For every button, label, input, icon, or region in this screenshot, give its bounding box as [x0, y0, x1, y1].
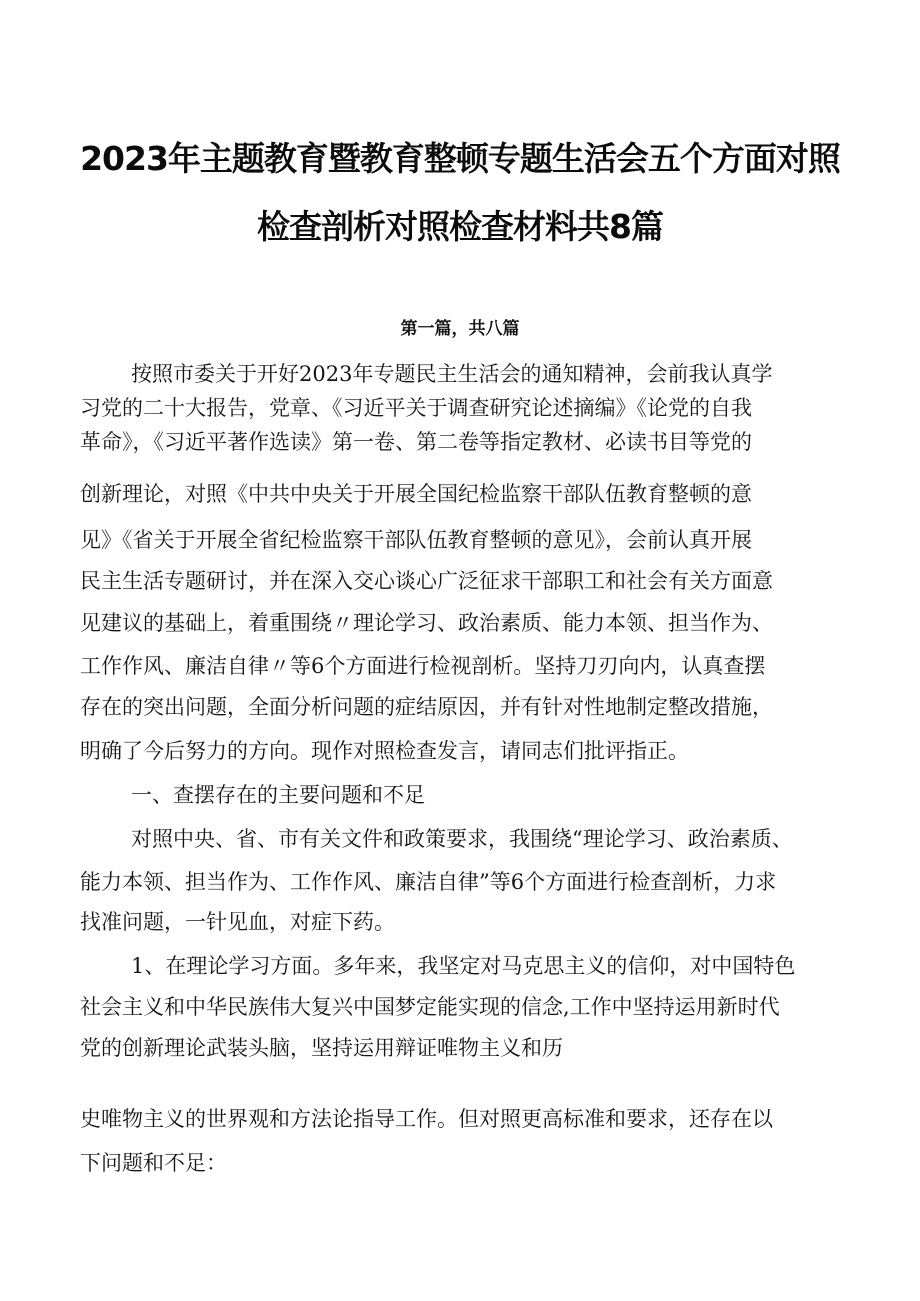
body-line: 能力本领、担当作为、工作作风、廉洁自律”等6个方面进行检查剖析，力求 — [80, 870, 777, 894]
body-line: 1、在理论学习方面。多年来，我坚定对马克思主义的信仰，对中国特色 — [131, 954, 796, 978]
body-line: 创新理论，对照《中共中央关于开展全国纪检监察干部队伍教育整顿的意 — [80, 482, 752, 506]
body-line: 对照中央、省、市有关文件和政策要求，我围绕“理论学习、政治素质、 — [131, 827, 793, 851]
body-line: 工作作风、廉洁自律〃等6个方面进行检视剖析。坚持刀刃向内，认真查摆 — [80, 654, 766, 678]
body-line: 见》《省关于开展全省纪检监察干部队伍教育整顿的意见》，会前认真开展 — [80, 528, 752, 552]
section-heading: 一、查摆存在的主要问题和不足 — [131, 783, 425, 807]
document-title-line-2: 检查剖析对照检查材料共8篇 — [257, 207, 663, 246]
document-subtitle: 第一篇，共八篇 — [400, 319, 520, 339]
body-line: 党的创新理论武装头脑，坚持运用辩证唯物主义和历 — [80, 1036, 563, 1060]
body-line: 下问题和不足： — [80, 1151, 227, 1175]
body-line: 革命》，《习近平著作选读》第一卷、第二卷等指定教材、必读书目等党的 — [80, 430, 752, 454]
body-line: 明确了今后努力的方向。现作对照检查发言，请同志们批评指正。 — [80, 739, 689, 763]
body-line: 习党的二十大报告，党章、《习近平关于调查研究论述摘编》《论党的自我 — [80, 396, 752, 420]
body-line: 史唯物主义的世界观和方法论指导工作。但对照更高标准和要求，还存在以 — [80, 1107, 773, 1131]
document-title-line-1: 2023年主题教育暨教育整顿专题生活会五个方面对照 — [80, 139, 840, 178]
body-line: 社会主义和中华民族伟大复兴中国梦定能实现的信念,工作中坚持运用新时代 — [80, 995, 780, 1019]
body-line: 按照市委关于开好2023年专题民主生活会的通知精神，会前我认真学 — [131, 362, 773, 386]
body-line: 存在的突出问题，全面分析问题的症结原因，并有针对性地制定整改措施， — [80, 695, 773, 719]
body-line: 民主生活专题研讨，并在深入交心谈心广泛征求干部职工和社会有关方面意 — [80, 569, 773, 593]
body-line: 找准问题，一针见血，对症下药。 — [80, 910, 395, 934]
body-line: 见建议的基础上，着重围绕〃理论学习、政治素质、能力本领、担当作为、 — [80, 611, 773, 635]
